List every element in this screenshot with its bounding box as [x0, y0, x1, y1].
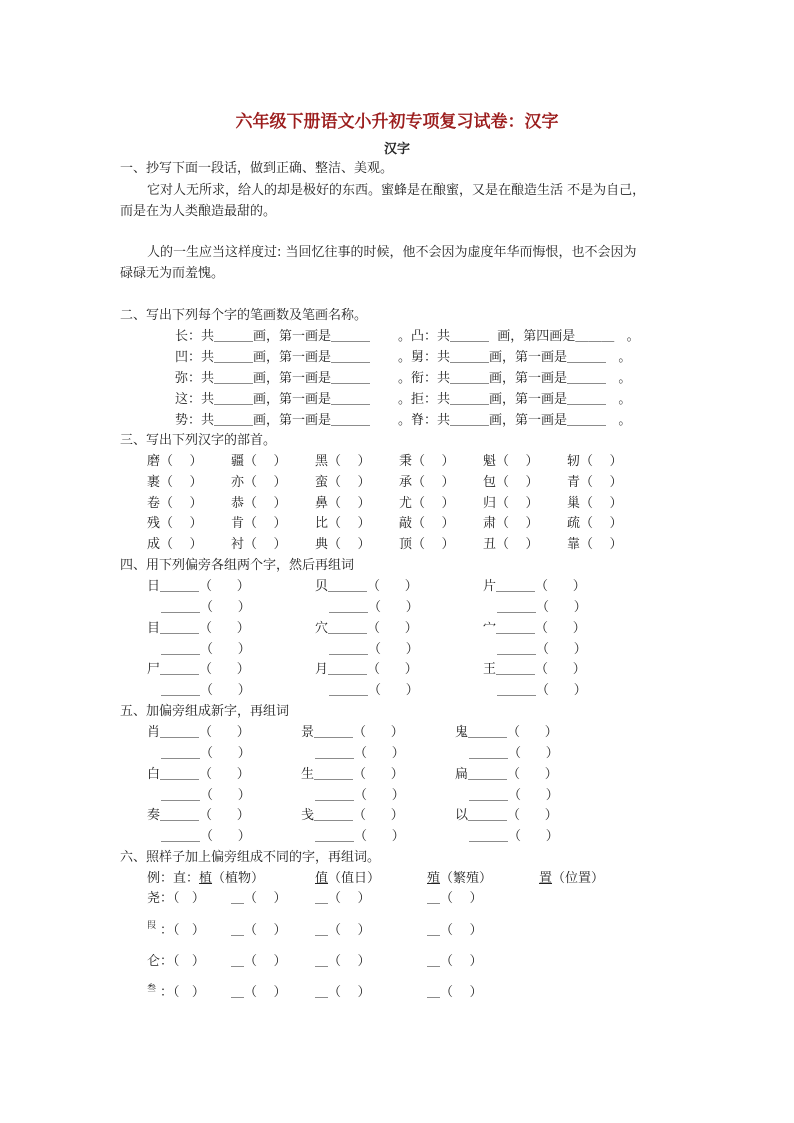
s4-cell: 穴＿＿＿（ ）: [315, 621, 418, 636]
s5-cell: ＿＿＿（ ）: [161, 829, 251, 844]
s3-cell: 衬（ ）: [231, 537, 287, 552]
s6-cell: ＿（ ）: [231, 985, 287, 1000]
s5-cell: 景＿＿＿（ ）: [301, 725, 404, 740]
s3-cell: 青（ ）: [567, 475, 623, 490]
s5-cell: 扁＿＿＿（ ）: [455, 767, 558, 782]
s5-cell: ＿＿＿（ ）: [161, 746, 251, 761]
s2-item: 。衔：共＿＿＿画，第一画是＿＿＿ 。: [398, 371, 632, 386]
s5-cell: 戋＿＿＿（ ）: [301, 808, 404, 823]
s3-cell: 承（ ）: [399, 475, 455, 490]
s3-cell: 秉（ ）: [399, 454, 455, 469]
s6-row-char: 尧: [147, 891, 161, 906]
s3-cell: 残（ ）: [147, 516, 203, 531]
s3-cell: 裹（ ）: [147, 475, 203, 490]
s2-item: 。舅：共＿＿＿画，第一画是＿＿＿ 。: [398, 350, 632, 365]
s6-cell: ＿（ ）: [427, 891, 483, 906]
s6-cell: ＿（ ）: [315, 954, 371, 969]
s3-cell: 磨（ ）: [147, 454, 203, 469]
s6-cell: ：（ ）: [160, 891, 205, 906]
s4-cell: 贝＿＿＿（ ）: [315, 579, 418, 594]
s3-cell: 成（ ）: [147, 537, 203, 552]
s4-cell: 王＿＿＿（ ）: [483, 662, 586, 677]
s2-item: 这：共＿＿＿画，第一画是＿＿＿: [175, 392, 371, 407]
s4-cell: ＿＿＿（ ）: [161, 683, 251, 698]
s3-cell: 肯（ ）: [231, 516, 287, 531]
s6-cell: ＿（ ）: [315, 891, 371, 906]
s6-cell: ＿（ ）: [427, 923, 483, 938]
s1-heading: 一、抄写下面一段话，做到正确、整洁、美观。: [120, 161, 394, 176]
s3-cell: 恭（ ）: [231, 496, 287, 511]
page-title: 六年级下册语文小升初专项复习试卷：汉字: [235, 112, 559, 132]
s2-item: 。拒：共＿＿＿画，第一画是＿＿＿ 。: [398, 392, 632, 407]
s6-example: [427, 869, 492, 889]
s5-cell: ＿＿＿（ ）: [469, 788, 559, 803]
s6-cell: ＿（ ）: [315, 985, 371, 1000]
s6-cell: ＿（ ）: [231, 954, 287, 969]
s2-heading: 二、写出下列每个字的笔画数及笔画名称。: [120, 308, 368, 323]
s4-cell: ＿＿＿（ ）: [497, 642, 587, 657]
s6-heading: 六、照样子加上偏旁组成不同的字，再组词。: [120, 850, 381, 865]
s4-cell: 尸＿＿＿（ ）: [147, 662, 250, 677]
s6-cell: ＿（ ）: [427, 985, 483, 1000]
s3-cell: 卷（ ）: [147, 496, 203, 511]
s2-item: 凹：共＿＿＿画，第一画是＿＿＿: [175, 350, 371, 365]
s4-cell: ＿＿＿（ ）: [329, 683, 419, 698]
s6-row-char: 叚: [147, 921, 157, 931]
s1-line: 而是在为人类酿造最甜的。: [120, 204, 277, 219]
s6-example-word: 值: [315, 871, 329, 886]
s4-cell: ＿＿＿（ ）: [161, 642, 251, 657]
s3-cell: 包（ ）: [483, 475, 539, 490]
s2-item: 长：共＿＿＿画，第一画是＿＿＿: [175, 329, 371, 344]
s3-cell: 疆（ ）: [231, 454, 287, 469]
s5-heading: 五、加偏旁组成新字，再组词: [120, 704, 290, 719]
s3-cell: 敲（ ）: [399, 516, 455, 531]
s5-cell: 生＿＿＿（ ）: [301, 767, 404, 782]
s6-row-char: 叁: [147, 984, 157, 994]
s5-cell: ＿＿＿（ ）: [161, 788, 251, 803]
s5-cell: ＿＿＿（ ）: [315, 788, 405, 803]
s4-cell: ＿＿＿（ ）: [497, 683, 587, 698]
s6-cell: ＿（ ）: [231, 891, 287, 906]
s3-cell: 鼻（ ）: [315, 496, 371, 511]
s4-cell: 目＿＿＿（ ）: [147, 621, 250, 636]
s3-cell: 魁（ ）: [483, 454, 539, 469]
s1-line: 人的一生应当这样度过: 当回忆往事的时候，他不会因为虚度年华而悔恨，也不会因为: [147, 245, 637, 260]
s4-cell: 片＿＿＿（ ）: [483, 579, 586, 594]
s3-cell: 肃（ ）: [483, 516, 539, 531]
s4-cell: ＿＿＿（ ）: [161, 600, 251, 615]
s4-cell: ＿＿＿（ ）: [329, 600, 419, 615]
s4-cell: 日＿＿＿（ ）: [147, 579, 250, 594]
s6-example-prefix: 例：直：: [147, 871, 200, 886]
s4-cell: 月＿＿＿（ ）: [315, 662, 418, 677]
s6-example-word: 植: [199, 871, 213, 886]
s6-cell: ＿（ ）: [427, 954, 483, 969]
s2-item: 。凸：共＿＿＿ 画，第四画是＿＿＿ 。: [398, 329, 640, 344]
s6-example-def: （位置）: [552, 871, 605, 886]
s3-cell: 比（ ）: [315, 516, 371, 531]
s2-item: 势：共＿＿＿画，第一画是＿＿＿: [175, 413, 371, 428]
s3-cell: 丑（ ）: [483, 537, 539, 552]
s5-cell: ＿＿＿（ ）: [469, 746, 559, 761]
s6-cell: ：（ ）: [160, 954, 205, 969]
s2-item: 。脊：共＿＿＿画，第一画是＿＿＿ 。: [398, 413, 632, 428]
s5-cell: ＿＿＿（ ）: [315, 829, 405, 844]
s4-cell: ＿＿＿（ ）: [329, 642, 419, 657]
s4-cell: 宀＿＿＿（ ）: [483, 621, 586, 636]
s5-cell: 以＿＿＿（ ）: [455, 808, 558, 823]
s6-example-def: （值日）: [328, 871, 381, 886]
s6-cell: ：（ ）: [160, 985, 205, 1000]
s6-cell: ＿（ ）: [231, 923, 287, 938]
s3-cell: 典（ ）: [315, 537, 371, 552]
s6-example-def: （植物）: [212, 871, 265, 886]
s6-example-word: 殖: [427, 871, 441, 886]
s3-cell: 亦（ ）: [231, 475, 287, 490]
s5-cell: 奏＿＿＿（ ）: [147, 808, 250, 823]
s4-heading: 四、用下列偏旁各组两个字，然后再组词: [120, 558, 355, 573]
section-title: 汉字: [383, 142, 410, 157]
s4-cell: ＿＿＿（ ）: [497, 600, 587, 615]
s3-heading: 三、写出下列汉字的部首。: [120, 433, 277, 448]
s3-cell: 蛮（ ）: [315, 475, 371, 490]
s3-cell: 尤（ ）: [399, 496, 455, 511]
s3-cell: 归（ ）: [483, 496, 539, 511]
s2-item: 弥：共＿＿＿画，第一画是＿＿＿: [175, 371, 371, 386]
s6-example: [315, 869, 380, 889]
s1-line: 碌碌无为而羞愧。: [120, 266, 225, 281]
s3-cell: 黑（ ）: [315, 454, 371, 469]
s6-example: [147, 869, 264, 889]
s6-example: [539, 869, 604, 889]
s6-example-word: 置: [539, 871, 553, 886]
s3-cell: 靠（ ）: [567, 537, 623, 552]
s1-line: 它对人无所求，给人的却是极好的东西。蜜蜂是在酿蜜，又是在酿造生活 不是为自己，: [147, 183, 646, 198]
s3-cell: 顶（ ）: [399, 537, 455, 552]
s3-cell: 轫（ ）: [567, 454, 623, 469]
s6-row-char: 仑: [147, 954, 161, 969]
s5-cell: ＿＿＿（ ）: [315, 746, 405, 761]
s6-cell: ＿（ ）: [315, 923, 371, 938]
s3-cell: 疏（ ）: [567, 516, 623, 531]
s5-cell: 肖＿＿＿（ ）: [147, 725, 250, 740]
s5-cell: 白＿＿＿（ ）: [147, 767, 250, 782]
s6-example-def: （繁殖）: [440, 871, 493, 886]
s5-cell: 鬼＿＿＿（ ）: [455, 725, 558, 740]
s6-cell: ：（ ）: [160, 923, 205, 938]
s5-cell: ＿＿＿（ ）: [469, 829, 559, 844]
s3-cell: 巢（ ）: [567, 496, 623, 511]
